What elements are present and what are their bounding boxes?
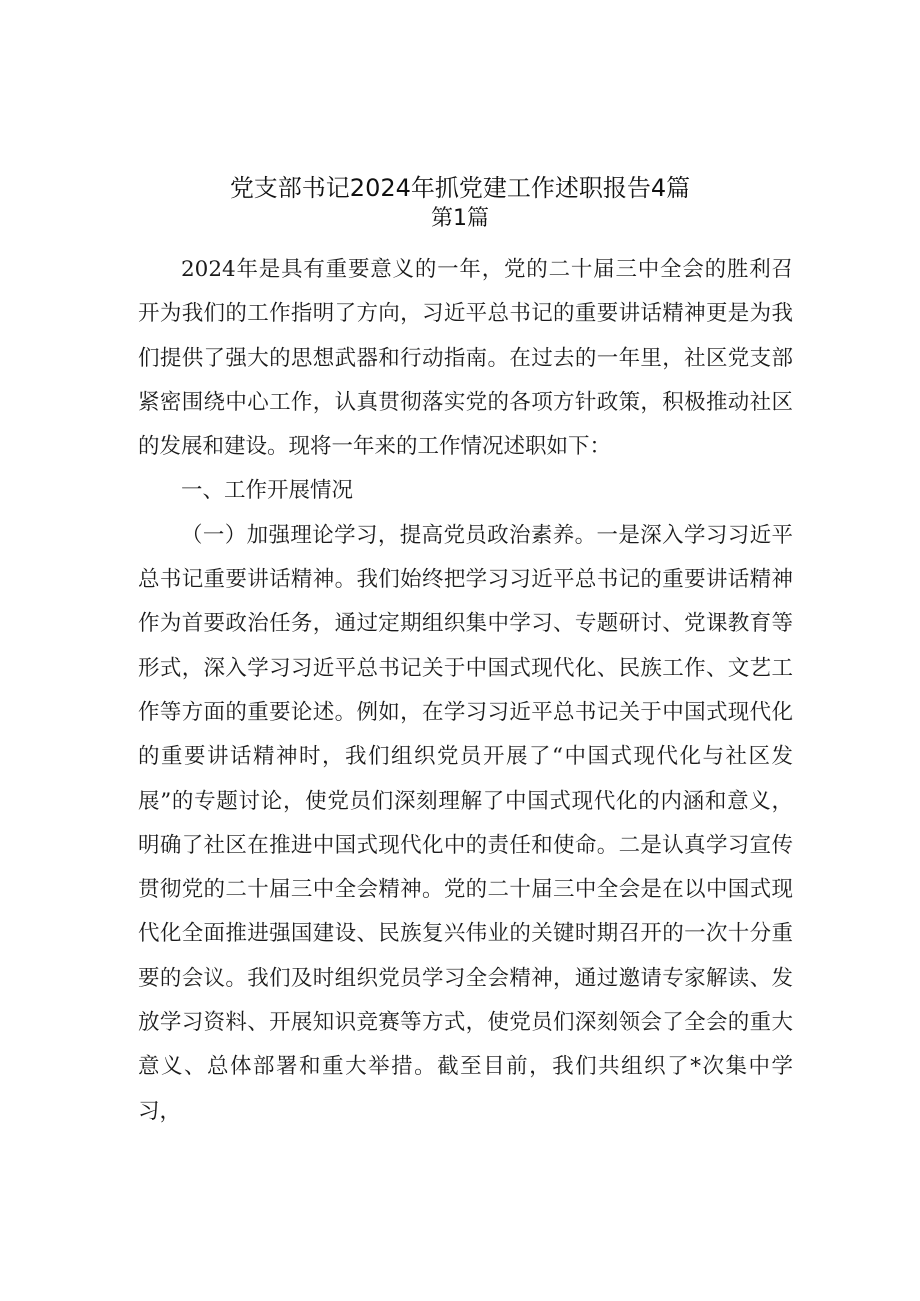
section-heading: 一、工作开展情况 — [181, 478, 354, 504]
document-subtitle: 第1篇 — [431, 206, 489, 231]
document-title: 党支部书记2024年抓党建工作述职报告4篇 — [229, 174, 691, 202]
document-body — [138, 248, 793, 1134]
title-block — [0, 172, 920, 234]
paragraph-intro: 2024年是具有重要意义的一年，党的二十届三中全会的胜利召开为我们的工作指明了方向，习近平总书记的重要讲话精神更是为我们提供了强大的思想武器和行动指南。在过去的一年里，社区党支部紧密围绕中心工作，认真贯彻落实党的各项方针政策，积极推动社区的发展和建设。现将一年来的工作情况述职如下： — [138, 257, 793, 460]
paragraph-study: （一）加强理论学习，提高党员政治素养。一是深入学习习近平总书记重要讲话精神。我们始终把学习习近平总书记的重要讲话精神作为首要政治任务，通过定期组织集中学习、专题研讨、党课教育等形式，深入学习习近平总书记关于中国式现代化、民族工作、文艺工作等方面的重要论述。例如，在学习习近平总书记关于中国式现代化的重要讲话精神时，我们组织党员开展了“中国式现代化与社区发展”的专题讨论，使党员们深刻理解了中国式现代化的内涵和意义，明确了社区在推进中国式现代化中的责任和使命。二是认真学习宣传贯彻党的二十届三中全会精神。党的二十届三中全会是在以中国式现代化全面推进强国建设、民族复兴伟业的关键时期召开的一次十分重要的会议。我们及时组织党员学习全会精神，通过邀请专家解读、发放学习资料、开展知识竞赛等方式，使党员们深刻领会了全会的重大意义、总体部署和重大举措。截至目前，我们共组织了*次集中学习， — [138, 522, 793, 1124]
